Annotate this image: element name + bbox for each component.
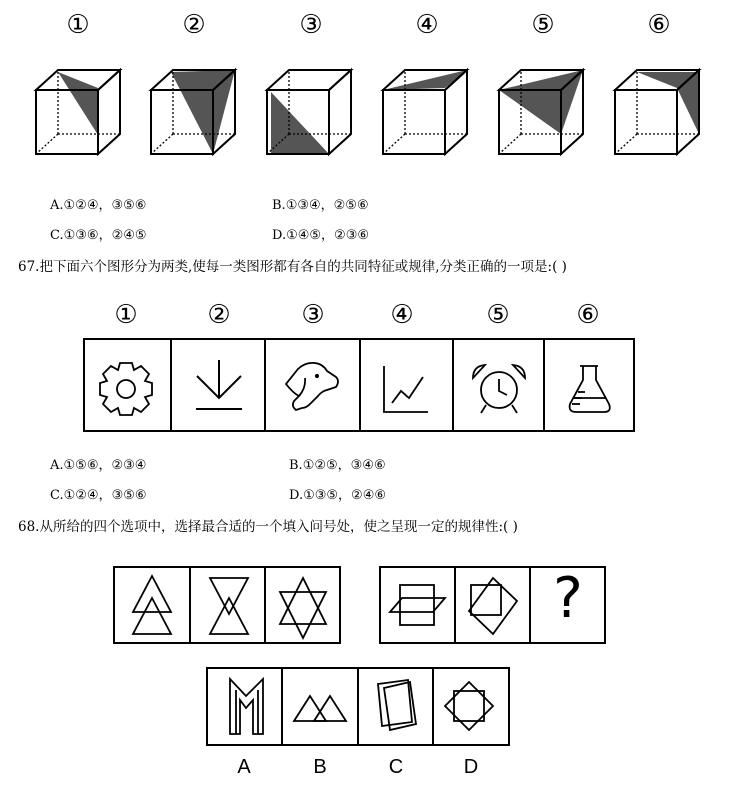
figure-stacked-triangles [133,576,171,634]
cube-number-1: ① [66,10,90,40]
option-letter: C. [50,228,64,243]
figure-number-3: ③ [301,300,325,330]
option-text: ①②④，③⑤⑥ [63,198,147,213]
figure-number-5: ⑤ [486,300,510,330]
figure-number-1: ① [114,300,138,330]
option-letter: B. [289,458,303,473]
figure-number-6: ⑥ [576,300,600,330]
question-68-text: 68.从所给的四个选项中，选择最合适的一个填入问号处，使之呈现一定的规律性:( ) [18,519,518,535]
answer-label-b[interactable]: B [313,756,327,778]
option-letter: B. [272,198,286,213]
cube-number-2: ② [182,10,206,40]
option-text: ①⑤⑥，②③④ [63,458,147,473]
option-text: ①②④，③⑤⑥ [63,488,147,503]
option-text: ①③⑤，②④⑥ [303,488,387,503]
option-letter: D. [272,228,287,243]
figure-number-2: ② [207,300,231,330]
option-text: ①③④，②⑤⑥ [285,198,369,213]
cube-number-3: ③ [299,10,323,40]
question-67-text: 67.把下面六个图形分为两类,使每一类图形都有各自的共同特征或规律,分类正确的一项是:( ) [18,259,567,275]
option-letter: C. [50,488,64,503]
figure-hourglass [210,578,248,634]
figure-rect-parallelogram [390,585,445,625]
cube-number-4: ④ [415,10,439,40]
option-text: ①④⑤，②③⑥ [286,228,370,243]
answer-label-c[interactable]: C [388,756,404,778]
option-text: ①②⑤，③④⑥ [302,458,386,473]
answer-label-d[interactable]: D [463,756,479,778]
figure-number-4: ④ [390,300,414,330]
answer-label-a[interactable]: A [237,756,251,778]
answer-figure-c [378,680,416,730]
answer-figure-a [230,679,263,734]
question-mark: ? [553,566,583,631]
answer-figure-b [294,696,346,721]
figure-overlapping-squares [469,578,517,634]
option-text: ①③⑥，②④⑤ [63,228,147,243]
option-letter: A. [50,458,64,473]
cube-number-6: ⑥ [647,10,671,40]
option-letter: A. [50,198,64,213]
cube-number-5: ⑤ [531,10,555,40]
answer-figure-d [445,682,493,730]
option-letter: D. [289,488,304,503]
figure-hexagram [280,578,326,638]
